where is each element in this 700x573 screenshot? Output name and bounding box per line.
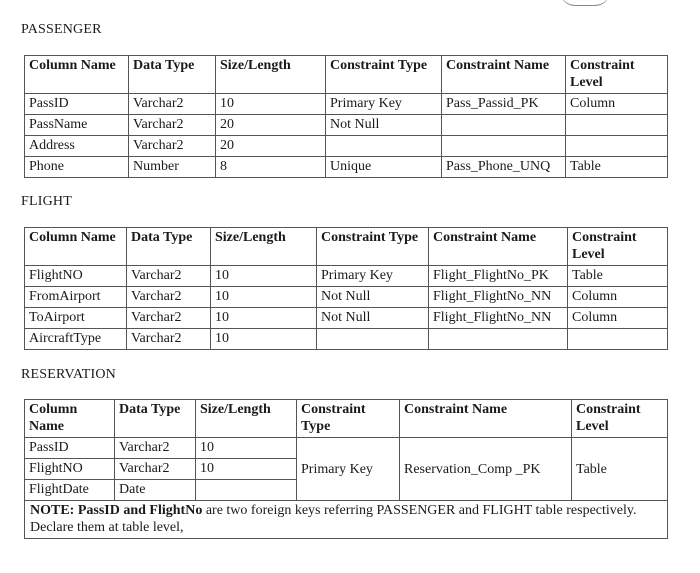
cell: AircraftType [25,329,127,350]
cell: 10 [216,94,326,115]
merged-constraint-name: Reservation_Comp _PK [400,438,572,501]
cell: Varchar2 [127,308,211,329]
cell: Flight_FlightNo_NN [429,308,568,329]
header-data-type: Data Type [115,400,196,438]
cell: Not Null [317,308,429,329]
table-row [25,115,668,136]
cell: Table [566,157,668,178]
cell: Number [129,157,216,178]
cell [317,329,429,350]
table-row [25,157,668,178]
passenger-table [24,55,668,178]
cell: 8 [216,157,326,178]
cell: 10 [211,308,317,329]
cell: 10 [211,266,317,287]
cell [568,329,668,350]
header-size-length: Size/Length [196,400,297,438]
cell: FlightDate [25,480,115,501]
cell [442,115,566,136]
reservation-table [24,399,668,539]
cell [196,480,297,501]
cell [566,136,668,157]
cell: 10 [196,459,297,480]
cell: Varchar2 [127,266,211,287]
table-row [25,308,668,329]
cell: Flight_FlightNo_NN [429,287,568,308]
cell: PassName [25,115,129,136]
header-column-name: Column Name [25,400,115,438]
table-row [25,94,668,115]
top-edge-mark [560,0,610,6]
cell: Phone [25,157,129,178]
header-constraint-type: Constraint Type [297,400,400,438]
cell: Varchar2 [115,438,196,459]
note-text: are two foreign keys referring PASSENGER and FLIGHT table respectively. Declare them at table level, [30,503,637,535]
header-constraint-level: Constraint Level [572,400,668,438]
header-size-length: Size/Length [216,56,326,94]
cell: 20 [216,136,326,157]
header-data-type: Data Type [129,56,216,94]
header-data-type: Data Type [127,228,211,266]
cell: Varchar2 [129,115,216,136]
cell: Varchar2 [129,136,216,157]
cell: Column [566,94,668,115]
cell: Column [568,287,668,308]
header-constraint-type: Constraint Type [317,228,429,266]
header-size-length: Size/Length [211,228,317,266]
cell: Varchar2 [115,459,196,480]
table-row [25,329,668,350]
cell: Varchar2 [129,94,216,115]
note-prefix: NOTE: [30,503,78,518]
cell [442,136,566,157]
header-constraint-level: Constraint Level [568,228,668,266]
cell: Address [25,136,129,157]
cell: Unique [326,157,442,178]
cell: Column [568,308,668,329]
cell: 20 [216,115,326,136]
cell: Pass_Passid_PK [442,94,566,115]
table-row [25,438,668,459]
header-constraint-name: Constraint Name [429,228,568,266]
cell: Primary Key [317,266,429,287]
header-column-name: Column Name [25,228,127,266]
table-row [25,136,668,157]
header-constraint-type: Constraint Type [326,56,442,94]
cell [429,329,568,350]
header-column-name: Column Name [25,56,129,94]
note-row [25,501,668,539]
note-cell [25,501,668,539]
cell: Pass_Phone_UNQ [442,157,566,178]
cell: Not Null [317,287,429,308]
flight-title: FLIGHT [21,194,72,209]
cell [326,136,442,157]
note-bold-keys: PassID and FlightNo [77,503,203,518]
merged-constraint-level: Table [572,438,668,501]
cell: FromAirport [25,287,127,308]
cell: PassID [25,438,115,459]
table-row [25,287,668,308]
cell [566,115,668,136]
header-constraint-name: Constraint Name [442,56,566,94]
passenger-title: PASSENGER [21,22,102,37]
cell: 10 [211,287,317,308]
cell: Table [568,266,668,287]
cell: Primary Key [326,94,442,115]
cell: FlightNO [25,266,127,287]
cell: 10 [211,329,317,350]
cell: ToAirport [25,308,127,329]
cell: Date [115,480,196,501]
cell: Not Null [326,115,442,136]
merged-constraint-type: Primary Key [297,438,400,501]
table-row [25,266,668,287]
header-constraint-name: Constraint Name [400,400,572,438]
reservation-title: RESERVATION [21,367,116,382]
cell: Varchar2 [127,287,211,308]
cell: Varchar2 [127,329,211,350]
cell: PassID [25,94,129,115]
flight-table [24,227,668,350]
cell: Flight_FlightNo_PK [429,266,568,287]
cell: FlightNO [25,459,115,480]
cell: 10 [196,438,297,459]
header-constraint-level: Constraint Level [566,56,668,94]
